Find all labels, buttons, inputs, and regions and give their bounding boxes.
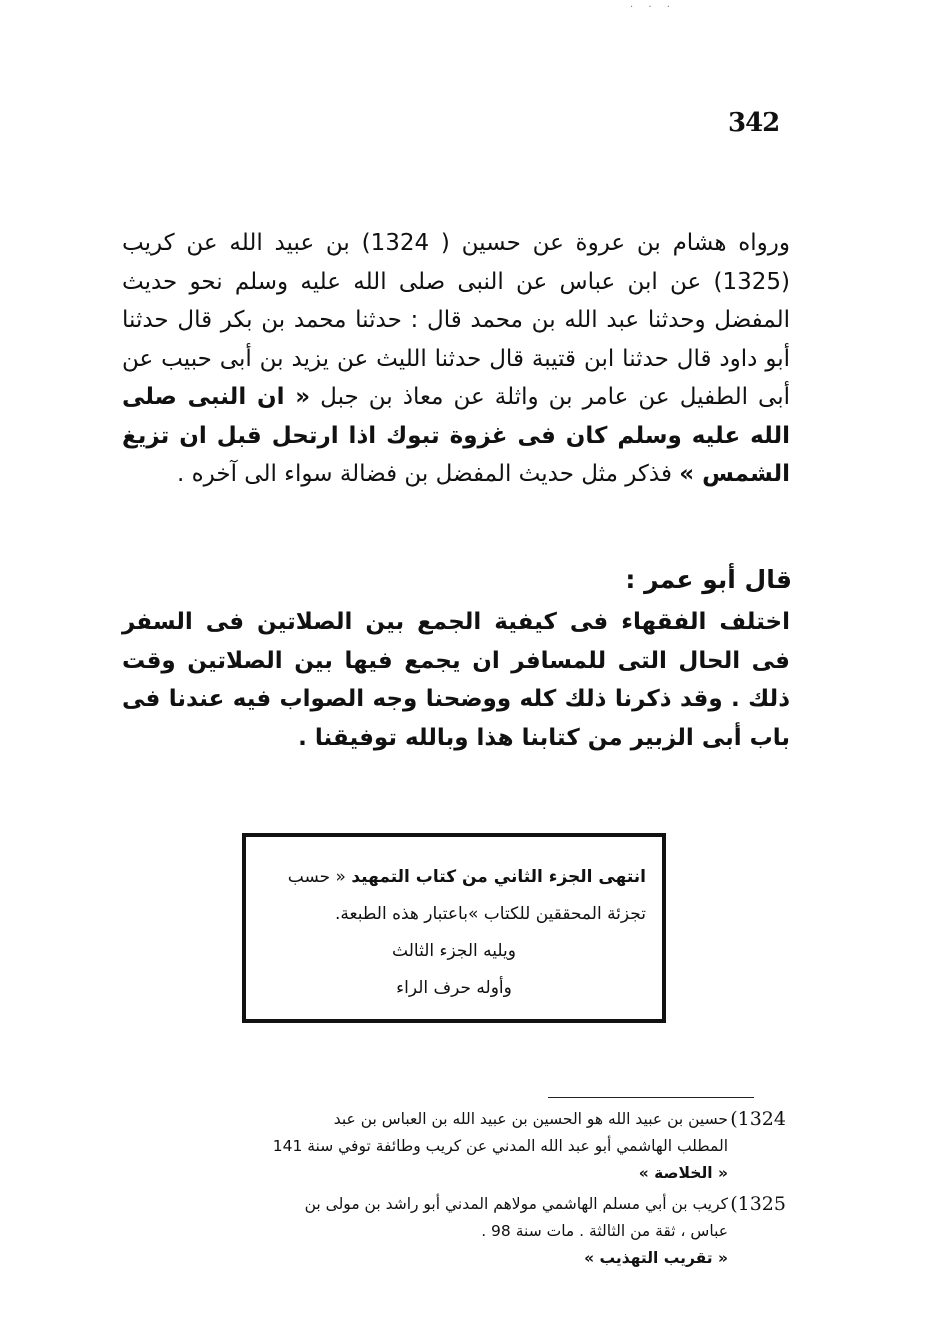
end-box-title: انتهى الجزء الثاني من كتاب التمهيد [351, 867, 646, 887]
hadith-quote: « ان النبى صلى الله عليه وسلم كان فى غزوة تبوك اذا ارتحل قبل ان تزيغ الشمس » [122, 384, 790, 487]
end-box-line-1-rest: « حسب [287, 867, 346, 887]
section-heading: قال أبو عمر : [625, 565, 792, 594]
paragraph-intro: ورواه هشام بن عروة عن حسين ( 1324) بن عبيد الله عن كريب (1325) عن ابن عباس عن النبى صلى الله عليه وسلم نحو حديث المفضل وحدثنا عبد الله بن محمد قال : حدثنا محمد بن بكر قال حدثنا أبو داود قال حدثنا ابن قتيبة قال حدثنا الليث عن يزيد بن أبى حبيب عن أبى الطفيل عن عامر بن واثلة عن معاذ بن جبل [122, 230, 790, 410]
footnote-body [118, 1106, 728, 1187]
footnote-line: المطلب الهاشمي أبو عبد الله المدني عن كريب وطائفة توفي سنة 141 [272, 1137, 728, 1155]
footnote-line: عباس ، ثقة من الثالثة . مات سنة 98 . [481, 1222, 728, 1240]
footnote-divider [548, 1097, 754, 1098]
footnote-body [118, 1191, 728, 1272]
main-paragraph [122, 224, 790, 494]
end-box-line-2: تجزئة المحققين للكتاب »باعتبار هذه الطبعة. [334, 904, 646, 924]
section-body: اختلف الفقهاء فى كيفية الجمع بين الصلاتين فى السفر فى الحال التى للمسافر ان يجمع فيها بين الصلاتين وقت ذلك . وقد ذكرنا ذلك كله ووضحنا وجه الصواب فيه عندنا فى باب أبى الزبير من كتابنا هذا وبالله توفيقنا . [122, 609, 790, 751]
end-box-line-3: ويليه الجزء الثالث [392, 941, 516, 961]
end-box-line-1 [262, 859, 646, 896]
footnote-item [118, 1106, 786, 1187]
end-of-volume-box [242, 833, 666, 1023]
footnote-line: حسين بن عبيد الله هو الحسين بن عبيد الله بن العباس بن عبد [333, 1110, 728, 1128]
footnote-line: كريب بن أبي مسلم الهاشمي مولاهم المدني أبو راشد بن مولى بن [304, 1195, 728, 1213]
paragraph-tail: فذكر مثل حديث المفضل بن فضالة سواء الى آخره . [177, 461, 672, 487]
scan-specks: · · · [630, 2, 676, 13]
footnotes [118, 1106, 786, 1276]
footnote-number: (1325 [730, 1193, 786, 1215]
footnote-source: « الخلاصة » [638, 1164, 728, 1182]
footnote-source: « تقريب التهذيب » [584, 1249, 728, 1267]
footnote-number: (1324 [730, 1108, 786, 1130]
end-box-line-4: وأوله حرف الراء [396, 978, 512, 998]
main-paragraph-text [122, 224, 790, 494]
footnote-item [118, 1191, 786, 1272]
page-number: 342 [728, 108, 780, 138]
